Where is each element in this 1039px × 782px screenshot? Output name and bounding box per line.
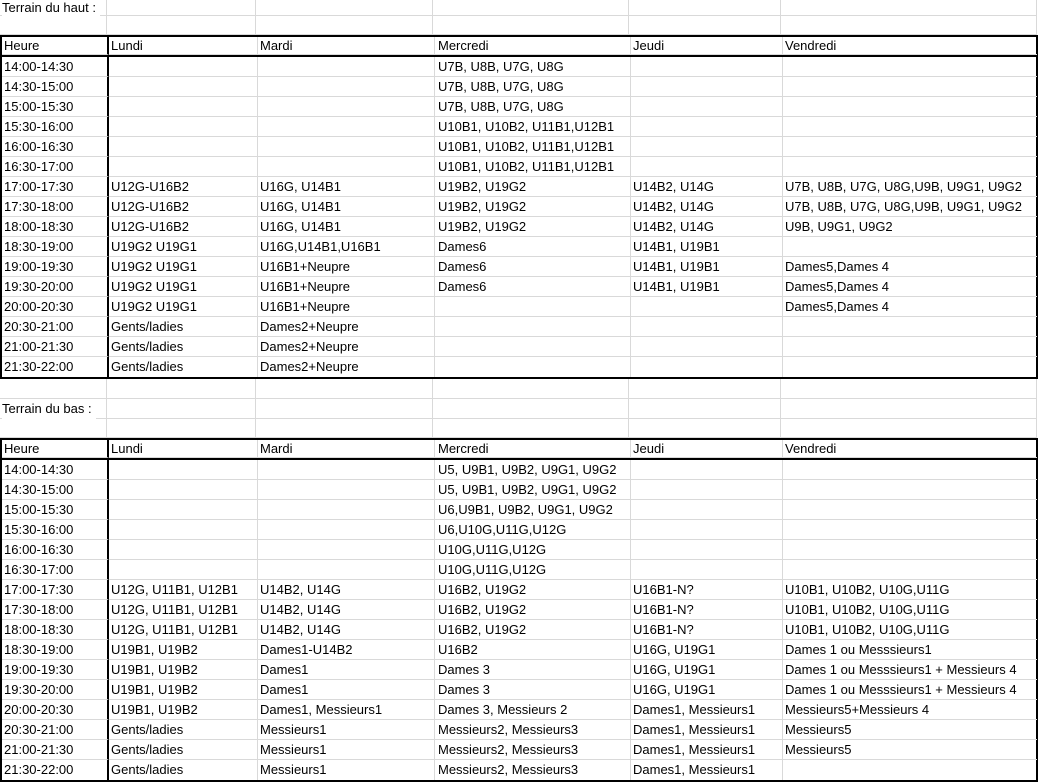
slot-cell-mercredi[interactable]	[435, 317, 631, 337]
slot-cell-mardi[interactable]	[258, 560, 435, 580]
slot-cell-mercredi[interactable]: Messieurs2, Messieurs3	[435, 720, 631, 740]
cell[interactable]	[433, 379, 629, 399]
slot-cell-mardi[interactable]: Dames2+Neupre	[258, 337, 435, 357]
slot-cell-jeudi[interactable]	[631, 317, 783, 337]
blank-row	[0, 16, 1039, 35]
slot-cell-mardi[interactable]: U16G, U14B1	[258, 177, 435, 197]
time-cell[interactable]: 17:00-17:30	[2, 177, 109, 197]
time-cell[interactable]: 17:30-18:00	[2, 197, 109, 217]
cell[interactable]	[256, 16, 433, 35]
cell[interactable]	[781, 399, 1037, 419]
table-row	[2, 297, 1036, 317]
slot-cell-mercredi[interactable]: U7B, U8B, U7G, U8G	[435, 57, 631, 77]
table-row	[2, 217, 1036, 237]
slot-cell-mardi[interactable]	[258, 117, 435, 137]
header-mardi[interactable]: Mardi	[258, 440, 435, 458]
slot-cell-lundi[interactable]: U19B1, U19B2	[109, 700, 258, 720]
slot-cell-jeudi[interactable]: U16B1-N?	[631, 600, 783, 620]
slot-cell-lundi[interactable]	[109, 500, 258, 520]
slot-cell-mardi[interactable]: U16B1+Neupre	[258, 257, 435, 277]
time-cell[interactable]: 18:00-18:30	[2, 217, 109, 237]
slot-cell-mercredi[interactable]: Messieurs2, Messieurs3	[435, 740, 631, 760]
table-row	[2, 177, 1036, 197]
slot-cell-mercredi[interactable]: U19B2, U19G2	[435, 177, 631, 197]
cell[interactable]	[781, 379, 1037, 399]
slot-cell-lundi[interactable]: Gents/ladies	[109, 317, 258, 337]
slot-cell-mardi[interactable]	[258, 137, 435, 157]
slot-cell-mercredi[interactable]: Dames 3	[435, 680, 631, 700]
slot-cell-mercredi[interactable]: U10G,U11G,U12G	[435, 540, 631, 560]
slot-cell-jeudi[interactable]	[631, 560, 783, 580]
time-cell[interactable]: 16:30-17:00	[2, 157, 109, 177]
slot-cell-vendredi[interactable]: U10B1, U10B2, U10G,U11G	[783, 600, 1037, 620]
slot-cell-mercredi[interactable]: U16B2	[435, 640, 631, 660]
slot-cell-lundi[interactable]	[109, 57, 258, 77]
header-mardi[interactable]: Mardi	[258, 37, 435, 55]
table-row	[2, 57, 1036, 77]
section-title-top[interactable]: Terrain du haut :	[2, 0, 100, 16]
slot-cell-jeudi[interactable]	[631, 137, 783, 157]
table-row	[2, 197, 1036, 217]
cell[interactable]	[107, 379, 256, 399]
table-row	[2, 600, 1036, 620]
table-row	[2, 680, 1036, 700]
slot-cell-lundi[interactable]: U12G-U16B2	[109, 177, 258, 197]
header-jeudi[interactable]: Jeudi	[631, 440, 783, 458]
slot-cell-vendredi[interactable]: Dames 1 ou Messsieurs1 + Messieurs 4	[783, 660, 1037, 680]
slot-cell-lundi[interactable]	[109, 157, 258, 177]
slot-cell-vendredi[interactable]: Messieurs5+Messieurs 4	[783, 700, 1037, 720]
slot-cell-vendredi[interactable]	[783, 317, 1037, 337]
table-row	[2, 317, 1036, 337]
cell[interactable]	[629, 419, 781, 438]
slot-cell-jeudi[interactable]	[631, 357, 783, 377]
slot-cell-vendredi[interactable]	[783, 460, 1037, 480]
schedule-table-bottom	[0, 438, 1038, 782]
cell[interactable]	[433, 16, 629, 35]
time-cell[interactable]: 15:30-16:00	[2, 117, 109, 137]
slot-cell-jeudi[interactable]: U14B1, U19B1	[631, 257, 783, 277]
slot-cell-mardi[interactable]: Messieurs1	[258, 740, 435, 760]
slot-cell-lundi[interactable]	[109, 460, 258, 480]
slot-cell-lundi[interactable]: U19B1, U19B2	[109, 680, 258, 700]
slot-cell-lundi[interactable]	[109, 97, 258, 117]
cell[interactable]	[781, 16, 1037, 35]
slot-cell-mardi[interactable]	[258, 540, 435, 560]
slot-cell-mardi[interactable]: Dames2+Neupre	[258, 357, 435, 377]
slot-cell-vendredi[interactable]	[783, 520, 1037, 540]
slot-cell-mardi[interactable]: Dames1-U14B2	[258, 640, 435, 660]
slot-cell-mercredi[interactable]	[435, 337, 631, 357]
slot-cell-vendredi[interactable]: U9B, U9G1, U9G2	[783, 217, 1037, 237]
slot-cell-jeudi[interactable]	[631, 460, 783, 480]
table-row	[2, 460, 1036, 480]
time-cell[interactable]: 18:30-19:00	[2, 640, 109, 660]
slot-cell-vendredi[interactable]: Dames 1 ou Messsieurs1 + Messieurs 4	[783, 680, 1037, 700]
slot-cell-vendredi[interactable]	[783, 500, 1037, 520]
slot-cell-jeudi[interactable]: U16B1-N?	[631, 580, 783, 600]
slot-cell-vendredi[interactable]	[783, 337, 1037, 357]
slot-cell-mercredi[interactable]: Dames6	[435, 237, 631, 257]
slot-cell-lundi[interactable]: U19G2 U19G1	[109, 277, 258, 297]
slot-cell-jeudi[interactable]: U14B2, U14G	[631, 177, 783, 197]
slot-cell-mardi[interactable]: Dames1	[258, 660, 435, 680]
slot-cell-mercredi[interactable]: U5, U9B1, U9B2, U9G1, U9G2	[435, 480, 631, 500]
slot-cell-vendredi[interactable]	[783, 560, 1037, 580]
time-cell[interactable]: 15:30-16:00	[2, 520, 109, 540]
table-row	[2, 520, 1036, 540]
table-row	[2, 620, 1036, 640]
slot-cell-jeudi[interactable]: Dames1, Messieurs1	[631, 720, 783, 740]
slot-cell-mardi[interactable]	[258, 157, 435, 177]
time-cell[interactable]: 21:30-22:00	[2, 760, 109, 780]
slot-cell-mercredi[interactable]: U16B2, U19G2	[435, 580, 631, 600]
slot-cell-jeudi[interactable]: U14B1, U19B1	[631, 277, 783, 297]
slot-cell-lundi[interactable]	[109, 137, 258, 157]
section-title-row	[0, 0, 1039, 16]
slot-cell-jeudi[interactable]	[631, 520, 783, 540]
slot-cell-mercredi[interactable]: Dames 3, Messieurs 2	[435, 700, 631, 720]
slot-cell-mercredi[interactable]: Dames 3	[435, 660, 631, 680]
slot-cell-jeudi[interactable]	[631, 57, 783, 77]
time-cell[interactable]: 14:30-15:00	[2, 480, 109, 500]
slot-cell-lundi[interactable]	[109, 520, 258, 540]
slot-cell-mercredi[interactable]: Dames6	[435, 277, 631, 297]
slot-cell-mercredi[interactable]	[435, 297, 631, 317]
slot-cell-jeudi[interactable]	[631, 480, 783, 500]
slot-cell-vendredi[interactable]	[783, 540, 1037, 560]
slot-cell-lundi[interactable]	[109, 77, 258, 97]
slot-cell-mercredi[interactable]	[435, 357, 631, 377]
slot-cell-lundi[interactable]: U12G, U11B1, U12B1	[109, 620, 258, 640]
time-cell[interactable]: 20:30-21:00	[2, 317, 109, 337]
blank-row	[0, 379, 1039, 399]
header-row	[2, 37, 1036, 57]
slot-cell-jeudi[interactable]	[631, 500, 783, 520]
table-row	[2, 700, 1036, 720]
slot-cell-lundi[interactable]: Gents/ladies	[109, 760, 258, 780]
header-lundi[interactable]: Lundi	[109, 440, 258, 458]
table-row	[2, 760, 1036, 780]
slot-cell-mardi[interactable]: U14B2, U14G	[258, 620, 435, 640]
slot-cell-mardi[interactable]	[258, 520, 435, 540]
time-cell[interactable]: 20:00-20:30	[2, 700, 109, 720]
cell[interactable]	[629, 379, 781, 399]
cell[interactable]	[107, 16, 256, 35]
slot-cell-jeudi[interactable]: U14B1, U19B1	[631, 237, 783, 257]
header-jeudi[interactable]: Jeudi	[631, 37, 783, 55]
slot-cell-lundi[interactable]: Gents/ladies	[109, 337, 258, 357]
table-row	[2, 500, 1036, 520]
cell[interactable]	[0, 16, 107, 35]
time-cell[interactable]: 19:00-19:30	[2, 660, 109, 680]
table-row	[2, 117, 1036, 137]
table-row	[2, 720, 1036, 740]
cell[interactable]	[629, 0, 781, 16]
time-cell[interactable]: 17:00-17:30	[2, 580, 109, 600]
slot-cell-vendredi[interactable]: Messieurs5	[783, 740, 1037, 760]
slot-cell-lundi[interactable]: Gents/ladies	[109, 357, 258, 377]
slot-cell-jeudi[interactable]	[631, 540, 783, 560]
slot-cell-vendredi[interactable]: U10B1, U10B2, U10G,U11G	[783, 620, 1037, 640]
cell[interactable]	[781, 419, 1037, 438]
slot-cell-vendredi[interactable]: U7B, U8B, U7G, U8G,U9B, U9G1, U9G2	[783, 197, 1037, 217]
slot-cell-jeudi[interactable]	[631, 97, 783, 117]
slot-cell-vendredi[interactable]	[783, 157, 1037, 177]
cell[interactable]	[781, 0, 1037, 16]
blank-row	[0, 419, 1039, 438]
table-row	[2, 560, 1036, 580]
cell[interactable]	[256, 399, 433, 419]
time-cell[interactable]: 16:30-17:00	[2, 560, 109, 580]
slot-cell-mardi[interactable]	[258, 97, 435, 117]
time-cell[interactable]: 21:00-21:30	[2, 337, 109, 357]
slot-cell-vendredi[interactable]	[783, 97, 1037, 117]
slot-cell-mardi[interactable]: Dames1, Messieurs1	[258, 700, 435, 720]
slot-cell-jeudi[interactable]: Dames1, Messieurs1	[631, 740, 783, 760]
slot-cell-vendredi[interactable]	[783, 57, 1037, 77]
time-cell[interactable]: 16:00-16:30	[2, 137, 109, 157]
time-cell[interactable]: 15:00-15:30	[2, 500, 109, 520]
slot-cell-vendredi[interactable]: Dames5,Dames 4	[783, 297, 1037, 317]
slot-cell-jeudi[interactable]: U16B1-N?	[631, 620, 783, 640]
slot-cell-mercredi[interactable]: U10G,U11G,U12G	[435, 560, 631, 580]
slot-cell-mardi[interactable]	[258, 77, 435, 97]
table-row	[2, 660, 1036, 680]
cell[interactable]	[256, 419, 433, 438]
slot-cell-lundi[interactable]: U12G-U16B2	[109, 217, 258, 237]
slot-cell-lundi[interactable]	[109, 560, 258, 580]
slot-cell-jeudi[interactable]	[631, 157, 783, 177]
slot-cell-vendredi[interactable]	[783, 357, 1037, 377]
slot-cell-vendredi[interactable]: U10B1, U10B2, U10G,U11G	[783, 580, 1037, 600]
slot-cell-lundi[interactable]: Gents/ladies	[109, 720, 258, 740]
table-row	[2, 77, 1036, 97]
time-cell[interactable]: 14:30-15:00	[2, 77, 109, 97]
table-row	[2, 97, 1036, 117]
table-row	[2, 480, 1036, 500]
cell[interactable]	[0, 419, 107, 438]
table-row	[2, 237, 1036, 257]
header-vendredi[interactable]: Vendredi	[783, 37, 1037, 55]
table-row	[2, 257, 1036, 277]
cell[interactable]	[256, 379, 433, 399]
time-cell[interactable]: 18:00-18:30	[2, 620, 109, 640]
table-row	[2, 640, 1036, 660]
cell[interactable]	[629, 399, 781, 419]
slot-cell-mardi[interactable]: Dames1	[258, 680, 435, 700]
slot-cell-vendredi[interactable]	[783, 480, 1037, 500]
time-cell[interactable]: 14:00-14:30	[2, 57, 109, 77]
slot-cell-vendredi[interactable]: U7B, U8B, U7G, U8G,U9B, U9G1, U9G2	[783, 177, 1037, 197]
slot-cell-mercredi[interactable]: Dames6	[435, 257, 631, 277]
table-row	[2, 740, 1036, 760]
slot-cell-mercredi[interactable]: U10B1, U10B2, U11B1,U12B1	[435, 137, 631, 157]
slot-cell-mercredi[interactable]: U7B, U8B, U7G, U8G	[435, 77, 631, 97]
slot-cell-lundi[interactable]: U12G, U11B1, U12B1	[109, 600, 258, 620]
slot-cell-mercredi[interactable]: U6,U10G,U11G,U12G	[435, 520, 631, 540]
table-row	[2, 337, 1036, 357]
table-row	[2, 277, 1036, 297]
slot-cell-jeudi[interactable]: U16G, U19G1	[631, 680, 783, 700]
table-row	[2, 137, 1036, 157]
time-cell[interactable]: 14:00-14:30	[2, 460, 109, 480]
slot-cell-mercredi[interactable]: U5, U9B1, U9B2, U9G1, U9G2	[435, 460, 631, 480]
slot-cell-mardi[interactable]: U16G,U14B1,U16B1	[258, 237, 435, 257]
time-cell[interactable]: 21:30-22:00	[2, 357, 109, 377]
slot-cell-lundi[interactable]: U19G2 U19G1	[109, 237, 258, 257]
slot-cell-jeudi[interactable]: U16G, U19G1	[631, 640, 783, 660]
slot-cell-vendredi[interactable]	[783, 117, 1037, 137]
time-cell[interactable]: 21:00-21:30	[2, 740, 109, 760]
slot-cell-jeudi[interactable]: Dames1, Messieurs1	[631, 760, 783, 780]
time-cell[interactable]: 15:00-15:30	[2, 97, 109, 117]
time-cell[interactable]: 20:00-20:30	[2, 297, 109, 317]
slot-cell-vendredi[interactable]	[783, 137, 1037, 157]
cell[interactable]	[107, 0, 256, 16]
time-cell[interactable]: 19:30-20:00	[2, 277, 109, 297]
table-row	[2, 157, 1036, 177]
slot-cell-vendredi[interactable]: Dames 1 ou Messsieurs1	[783, 640, 1037, 660]
slot-cell-lundi[interactable]: U19G2 U19G1	[109, 257, 258, 277]
slot-cell-mercredi[interactable]: U10B1, U10B2, U11B1,U12B1	[435, 117, 631, 137]
cell[interactable]	[433, 399, 629, 419]
slot-cell-lundi[interactable]: U19G2 U19G1	[109, 297, 258, 317]
slot-cell-lundi[interactable]: U12G, U11B1, U12B1	[109, 580, 258, 600]
cell[interactable]	[107, 419, 256, 438]
slot-cell-jeudi[interactable]	[631, 297, 783, 317]
slot-cell-jeudi[interactable]: Dames1, Messieurs1	[631, 700, 783, 720]
schedule-table-top	[0, 35, 1038, 379]
cell[interactable]	[0, 379, 107, 399]
slot-cell-mardi[interactable]	[258, 480, 435, 500]
table-row	[2, 540, 1036, 560]
slot-cell-jeudi[interactable]: U16G, U19G1	[631, 660, 783, 680]
slot-cell-mardi[interactable]: Dames2+Neupre	[258, 317, 435, 337]
slot-cell-jeudi[interactable]	[631, 337, 783, 357]
slot-cell-vendredi[interactable]	[783, 237, 1037, 257]
slot-cell-lundi[interactable]: Gents/ladies	[109, 740, 258, 760]
cell[interactable]	[256, 0, 433, 16]
time-cell[interactable]: 16:00-16:30	[2, 540, 109, 560]
header-lundi[interactable]: Lundi	[109, 37, 258, 55]
slot-cell-mardi[interactable]: U16B1+Neupre	[258, 297, 435, 317]
header-time[interactable]: Heure	[2, 440, 109, 458]
section-title-row	[0, 399, 1039, 419]
table-row	[2, 580, 1036, 600]
slot-cell-mardi[interactable]	[258, 57, 435, 77]
slot-cell-jeudi[interactable]	[631, 117, 783, 137]
header-vendredi[interactable]: Vendredi	[783, 440, 1037, 458]
time-cell[interactable]: 18:30-19:00	[2, 237, 109, 257]
header-time[interactable]: Heure	[2, 37, 109, 55]
slot-cell-vendredi[interactable]: Dames5,Dames 4	[783, 277, 1037, 297]
slot-cell-mardi[interactable]	[258, 500, 435, 520]
time-cell[interactable]: 17:30-18:00	[2, 600, 109, 620]
slot-cell-mardi[interactable]: U16B1+Neupre	[258, 277, 435, 297]
cell[interactable]	[433, 419, 629, 438]
slot-cell-mardi[interactable]: U14B2, U14G	[258, 600, 435, 620]
slot-cell-lundi[interactable]	[109, 540, 258, 560]
cell[interactable]	[433, 0, 629, 16]
slot-cell-lundi[interactable]: U12G-U16B2	[109, 197, 258, 217]
slot-cell-jeudi[interactable]: U14B2, U14G	[631, 197, 783, 217]
slot-cell-mardi[interactable]: U16G, U14B1	[258, 217, 435, 237]
header-row	[2, 440, 1036, 460]
slot-cell-lundi[interactable]: U19B1, U19B2	[109, 640, 258, 660]
slot-cell-mardi[interactable]: U14B2, U14G	[258, 580, 435, 600]
slot-cell-mardi[interactable]	[258, 460, 435, 480]
slot-cell-mercredi[interactable]: U7B, U8B, U7G, U8G	[435, 97, 631, 117]
slot-cell-mardi[interactable]: U16G, U14B1	[258, 197, 435, 217]
slot-cell-mercredi[interactable]: Messieurs2, Messieurs3	[435, 760, 631, 780]
time-cell[interactable]: 20:30-21:00	[2, 720, 109, 740]
cell[interactable]	[107, 399, 256, 419]
slot-cell-lundi[interactable]	[109, 117, 258, 137]
slot-cell-vendredi[interactable]	[783, 760, 1037, 780]
cell[interactable]	[629, 16, 781, 35]
slot-cell-jeudi[interactable]: U14B2, U14G	[631, 217, 783, 237]
slot-cell-vendredi[interactable]: Dames5,Dames 4	[783, 257, 1037, 277]
slot-cell-mercredi[interactable]: U19B2, U19G2	[435, 197, 631, 217]
header-mercredi[interactable]: Mercredi	[435, 440, 631, 458]
slot-cell-mardi[interactable]: Messieurs1	[258, 720, 435, 740]
section-title-bottom[interactable]: Terrain du bas :	[2, 399, 96, 419]
slot-cell-vendredi[interactable]	[783, 77, 1037, 97]
slot-cell-mercredi[interactable]: U6,U9B1, U9B2, U9G1, U9G2	[435, 500, 631, 520]
slot-cell-mercredi[interactable]: U19B2, U19G2	[435, 217, 631, 237]
slot-cell-jeudi[interactable]	[631, 77, 783, 97]
slot-cell-mercredi[interactable]: U16B2, U19G2	[435, 600, 631, 620]
time-cell[interactable]: 19:00-19:30	[2, 257, 109, 277]
slot-cell-mercredi[interactable]: U16B2, U19G2	[435, 620, 631, 640]
slot-cell-lundi[interactable]: U19B1, U19B2	[109, 660, 258, 680]
header-mercredi[interactable]: Mercredi	[435, 37, 631, 55]
slot-cell-lundi[interactable]	[109, 480, 258, 500]
slot-cell-mardi[interactable]: Messieurs1	[258, 760, 435, 780]
slot-cell-vendredi[interactable]: Messieurs5	[783, 720, 1037, 740]
table-row	[2, 357, 1036, 377]
slot-cell-mercredi[interactable]: U10B1, U10B2, U11B1,U12B1	[435, 157, 631, 177]
time-cell[interactable]: 19:30-20:00	[2, 680, 109, 700]
